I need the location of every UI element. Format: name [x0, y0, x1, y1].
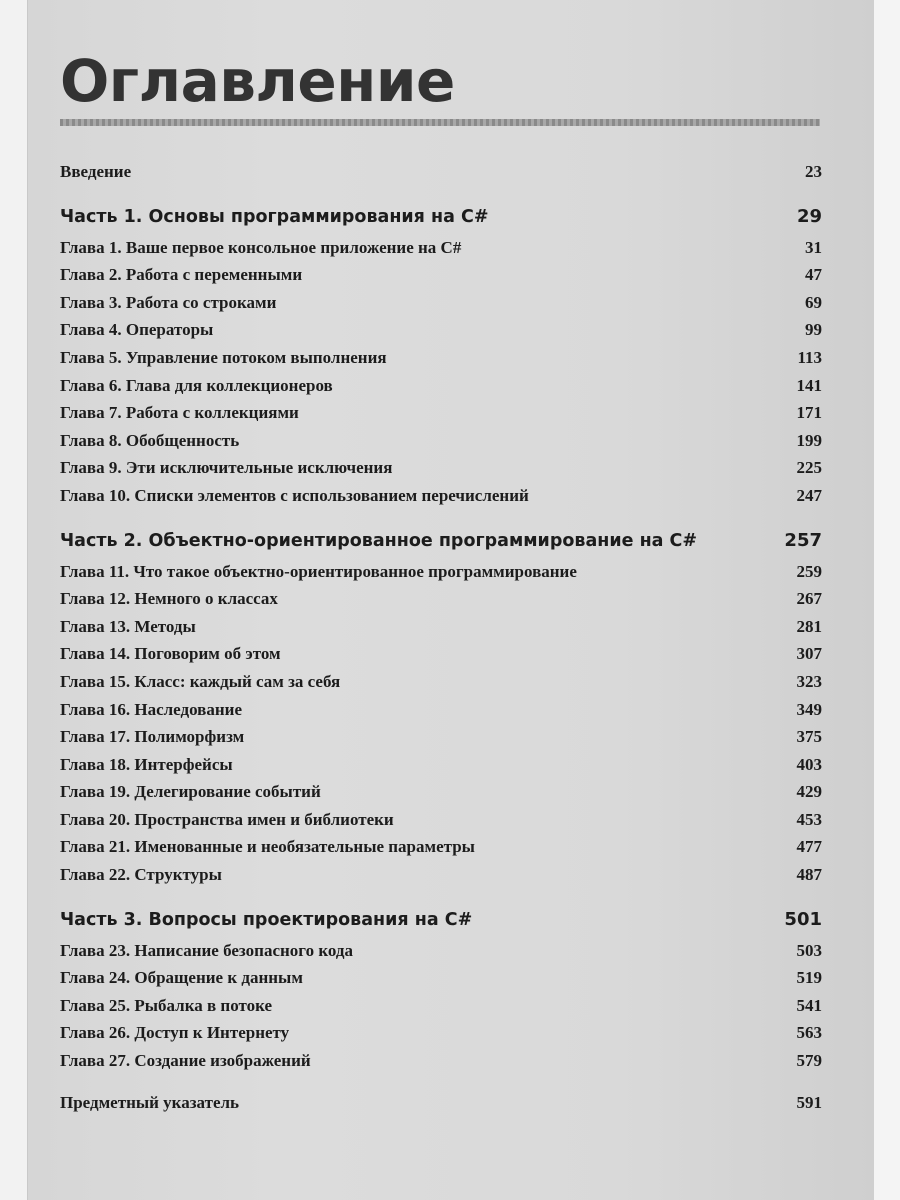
toc-chapter-page: 31 [805, 237, 822, 257]
toc-chapter-page: 199 [796, 430, 822, 450]
toc-intro-page: 23 [805, 162, 822, 181]
toc-chapter-label: Глава 13. Методы [60, 616, 196, 636]
toc-chapter-page: 323 [796, 671, 822, 691]
toc-part-2[interactable] [60, 524, 822, 558]
toc-chapter-row[interactable] [60, 482, 822, 510]
toc-intro[interactable] [60, 158, 822, 186]
toc-index-page: 591 [796, 1092, 822, 1112]
left-page-margin [0, 0, 28, 1200]
toc-chapter-page: 47 [805, 265, 822, 285]
toc-chapter-label: Глава 26. Доступ к Интернету [60, 1023, 290, 1043]
toc-chapter-row[interactable] [60, 778, 822, 806]
toc-chapter-row[interactable] [60, 316, 822, 344]
toc-chapter-label: Глава 20. Пространства имен и библиотеки [60, 809, 394, 829]
toc-chapter-page: 113 [797, 347, 822, 367]
toc-chapter-label: Глава 2. Работа с переменными [60, 265, 303, 285]
toc-chapter-page: 307 [796, 644, 822, 664]
toc-chapter-page: 225 [796, 458, 822, 478]
toc-chapter-page: 477 [796, 837, 822, 857]
toc-chapter-page: 403 [796, 754, 822, 774]
toc-chapter-row[interactable] [60, 344, 822, 372]
toc-chapter-label: Глава 7. Работа с коллекциями [60, 403, 299, 423]
toc-chapter-row[interactable] [60, 640, 822, 668]
toc-chapter-row[interactable] [60, 585, 822, 613]
toc-chapter-row[interactable] [60, 234, 822, 262]
toc-chapter-page: 429 [796, 782, 822, 802]
toc-chapter-page: 453 [796, 809, 822, 829]
toc-chapter-label: Глава 4. Операторы [60, 320, 214, 340]
toc-chapter-label: Глава 17. Полиморфизм [60, 727, 245, 747]
toc-chapter-label: Глава 14. Поговорим об этом [60, 644, 281, 664]
toc-chapter-row[interactable] [60, 751, 822, 779]
toc-chapter-row[interactable] [60, 372, 822, 400]
toc-intro-label: Введение [60, 162, 132, 181]
toc-chapter-row[interactable] [60, 261, 822, 289]
toc-chapter-label: Глава 23. Написание безопасного кода [60, 940, 354, 960]
table-of-contents [60, 158, 822, 1116]
toc-chapter-label: Глава 25. Рыбалка в потоке [60, 995, 273, 1015]
toc-part-label: Часть 2. Объектно-ориентированное программирование на C# [60, 530, 698, 551]
toc-part-page: 257 [784, 529, 822, 551]
toc-part-1[interactable] [60, 200, 822, 234]
toc-index-label: Предметный указатель [60, 1092, 240, 1112]
toc-part-page: 29 [796, 205, 822, 227]
toc-chapter-label: Глава 1. Ваше первое консольное приложение на C# [60, 237, 462, 257]
toc-chapter-row[interactable] [60, 1019, 822, 1047]
toc-chapter-page: 487 [796, 865, 822, 885]
toc-part-label: Часть 3. Вопросы проектирования на C# [60, 909, 473, 930]
toc-chapter-label: Глава 27. Создание изображений [60, 1051, 311, 1071]
toc-chapter-label: Глава 9. Эти исключительные исключения [60, 458, 393, 478]
toc-chapter-page: 99 [805, 320, 822, 340]
toc-chapter-label: Глава 8. Обобщенность [60, 430, 240, 450]
toc-chapter-label: Глава 21. Именованные и необязательные параметры [60, 837, 475, 857]
toc-chapter-row[interactable] [60, 833, 822, 861]
toc-chapter-page: 247 [796, 485, 822, 505]
toc-chapter-page: 349 [796, 699, 822, 719]
page-title: Оглавление [60, 47, 455, 115]
toc-chapter-row[interactable] [60, 723, 822, 751]
toc-chapter-row[interactable] [60, 992, 822, 1020]
toc-chapter-page: 579 [796, 1051, 822, 1071]
toc-chapter-page: 563 [796, 1023, 822, 1043]
toc-chapter-page: 281 [796, 616, 822, 636]
toc-chapter-label: Глава 16. Наследование [60, 699, 242, 719]
toc-chapter-page: 503 [796, 940, 822, 960]
toc-chapter-row[interactable] [60, 454, 822, 482]
toc-chapter-page: 375 [796, 727, 822, 747]
toc-chapter-label: Глава 22. Структуры [60, 865, 222, 885]
toc-chapter-row[interactable] [60, 427, 822, 455]
toc-chapter-row[interactable] [60, 696, 822, 724]
toc-chapter-label: Глава 19. Делегирование событий [60, 782, 321, 802]
toc-chapter-row[interactable] [60, 613, 822, 641]
toc-chapter-label: Глава 24. Обращение к данным [60, 968, 303, 988]
toc-chapter-page: 267 [796, 589, 822, 609]
toc-part-page: 501 [784, 908, 822, 930]
toc-chapter-label: Глава 3. Работа со строками [60, 292, 277, 312]
toc-chapter-row[interactable] [60, 399, 822, 427]
toc-chapter-page: 519 [796, 968, 822, 988]
toc-chapter-label: Глава 18. Интерфейсы [60, 754, 233, 774]
toc-chapter-row[interactable] [60, 1047, 822, 1075]
title-underline [60, 119, 820, 126]
toc-chapter-row[interactable] [60, 964, 822, 992]
toc-chapter-page: 141 [796, 375, 822, 395]
toc-chapter-row[interactable] [60, 861, 822, 889]
toc-part-label: Часть 1. Основы программирования на C# [60, 206, 489, 227]
toc-chapter-page: 259 [796, 561, 822, 581]
toc-chapter-row[interactable] [60, 937, 822, 965]
toc-chapter-label: Глава 11. Что такое объектно-ориентированное программирование [60, 561, 577, 581]
toc-chapter-page: 541 [796, 995, 822, 1015]
toc-chapter-label: Глава 10. Списки элементов с использованием перечислений [60, 485, 529, 505]
toc-chapter-label: Глава 12. Немного о классах [60, 589, 278, 609]
toc-chapter-page: 69 [805, 292, 822, 312]
toc-chapter-page: 171 [796, 403, 822, 423]
toc-part-3[interactable] [60, 903, 822, 937]
toc-chapter-row[interactable] [60, 289, 822, 317]
right-page-margin [874, 0, 900, 1200]
toc-index[interactable] [60, 1089, 822, 1117]
toc-chapter-row[interactable] [60, 668, 822, 696]
toc-chapter-label: Глава 6. Глава для коллекционеров [60, 375, 333, 395]
toc-chapter-label: Глава 15. Класс: каждый сам за себя [60, 671, 341, 691]
toc-chapter-row[interactable] [60, 558, 822, 586]
toc-chapter-label: Глава 5. Управление потоком выполнения [60, 347, 387, 367]
toc-chapter-row[interactable] [60, 806, 822, 834]
